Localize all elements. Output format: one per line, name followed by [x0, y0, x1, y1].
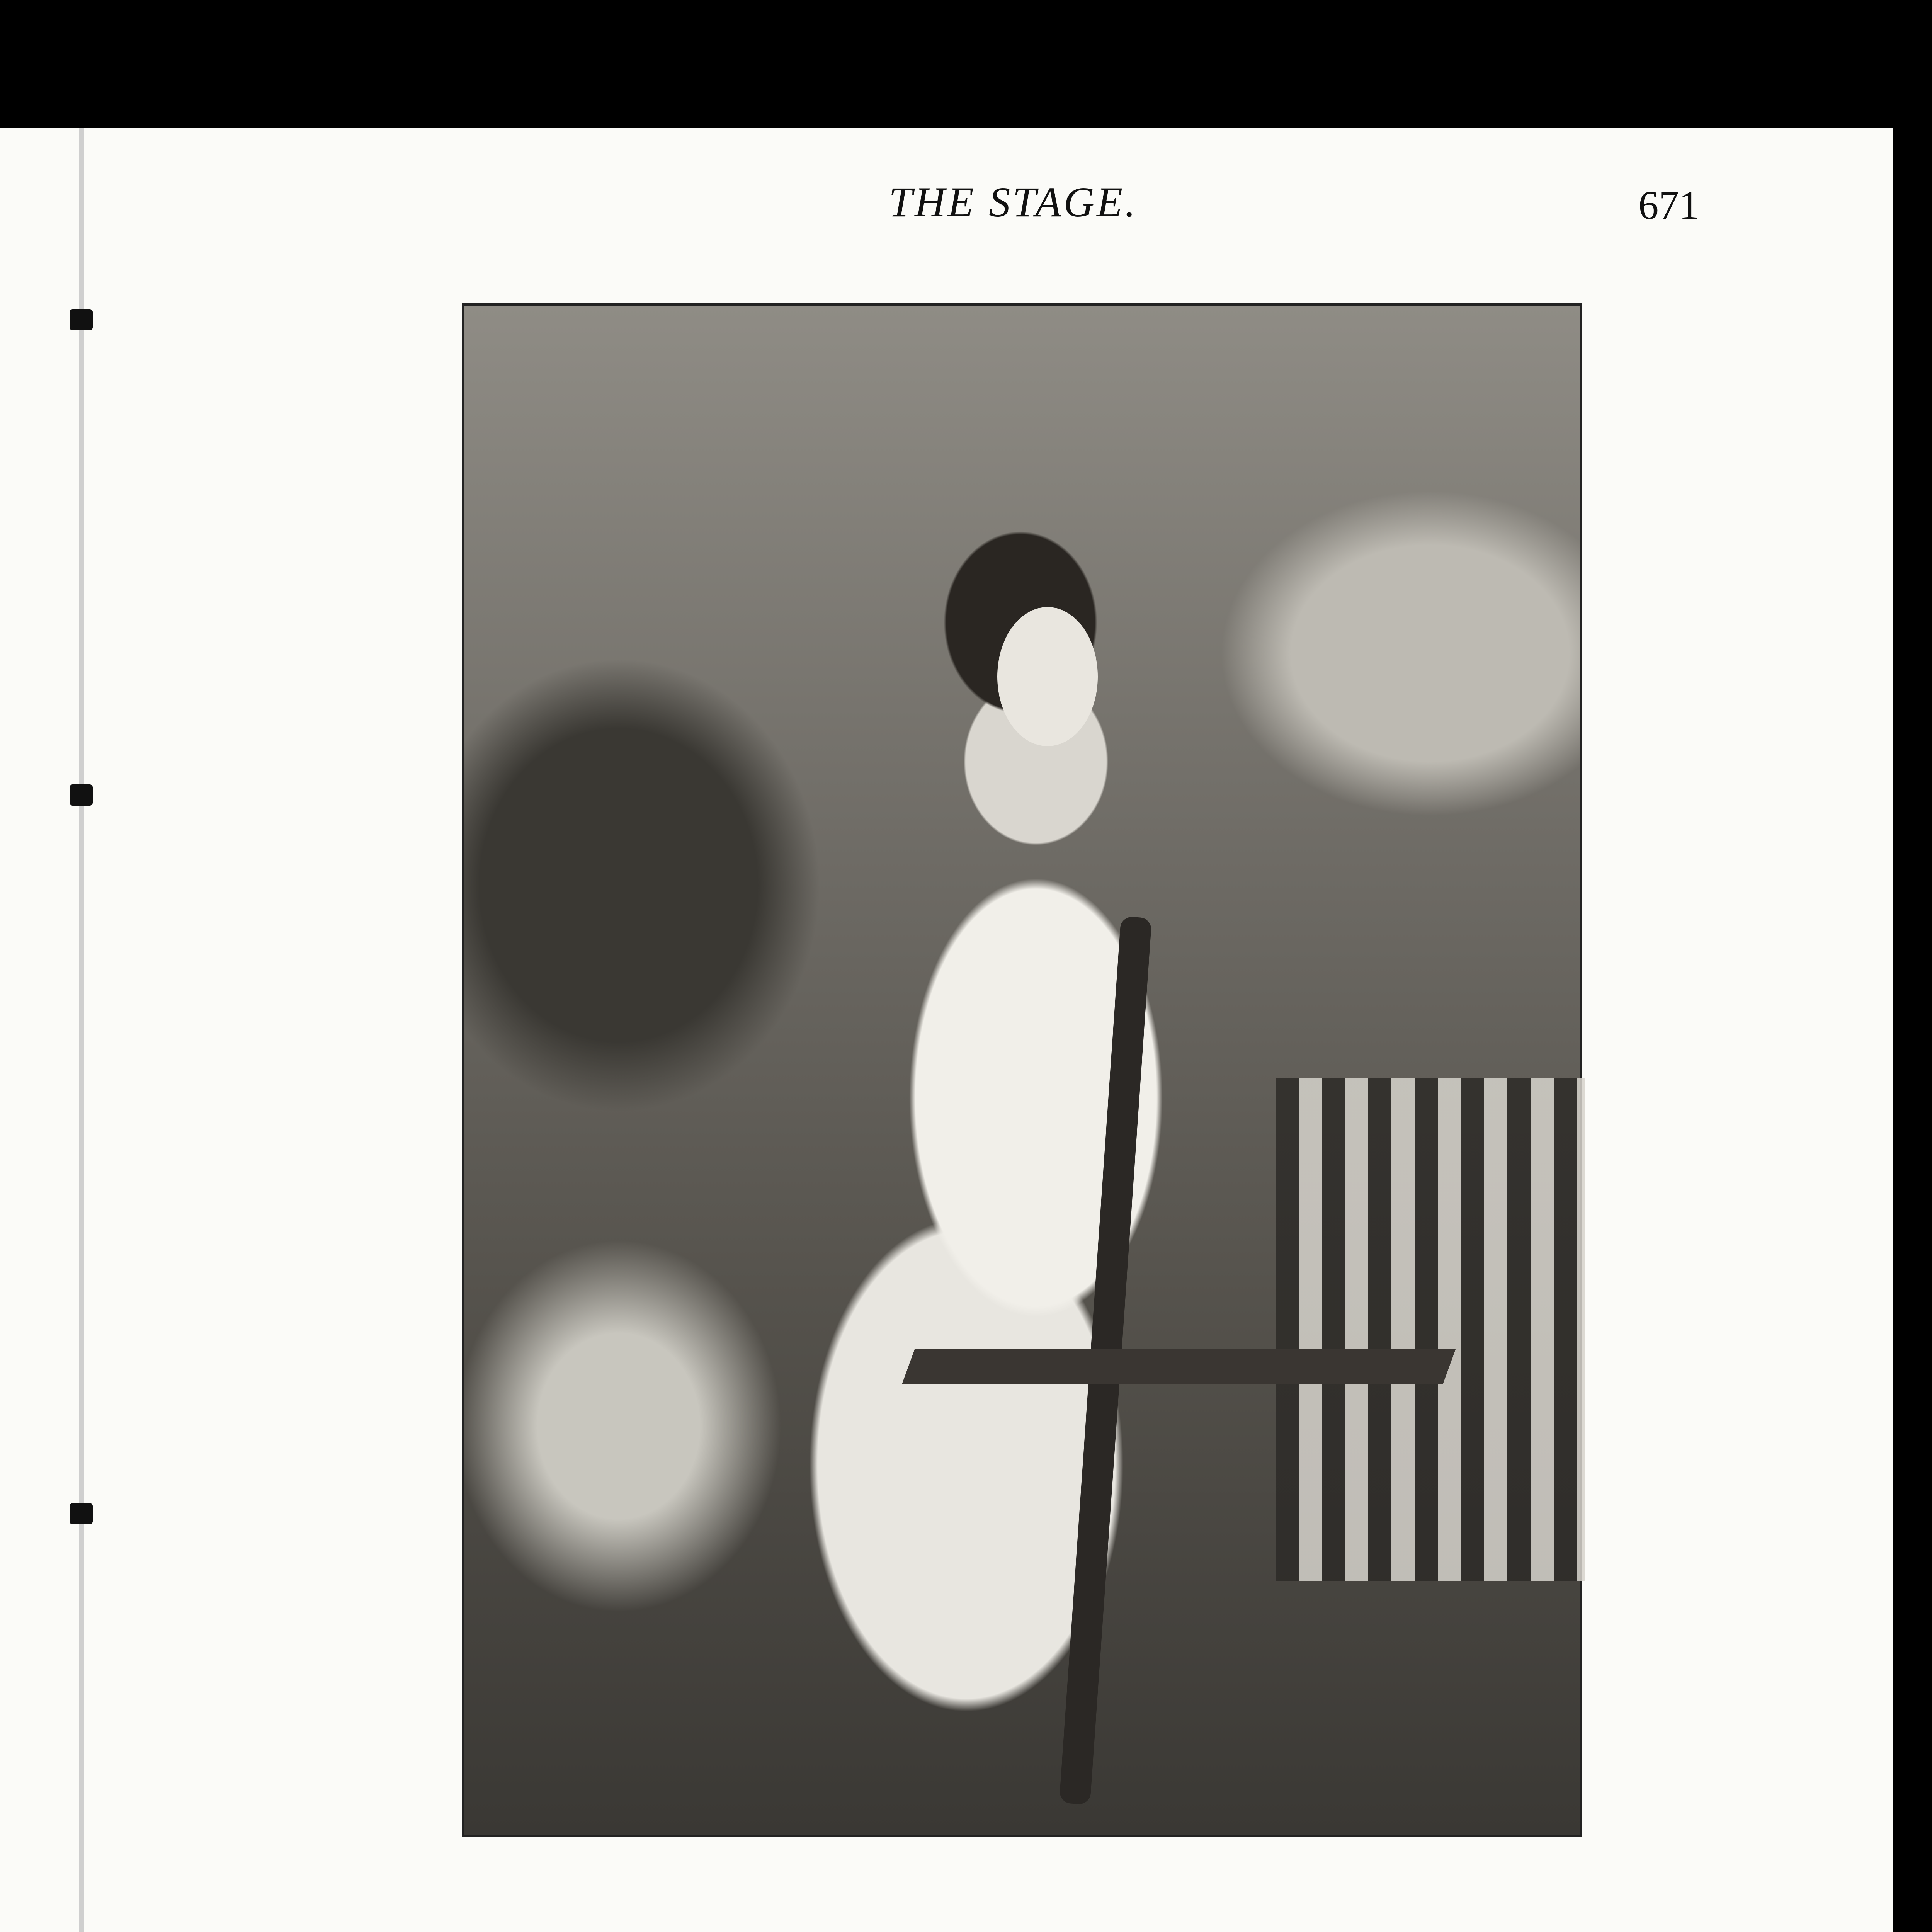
binding-mark	[70, 309, 93, 330]
binding-gutter	[79, 128, 84, 1932]
chair-seat	[902, 1349, 1456, 1384]
page-header	[0, 178, 1893, 255]
running-title: THE STAGE.	[889, 179, 1138, 226]
portrait-photograph	[462, 303, 1582, 1837]
binding-mark	[70, 784, 93, 806]
striped-cushion	[1276, 1078, 1585, 1581]
sitter-face	[997, 607, 1098, 746]
page-number: 671	[1638, 182, 1699, 228]
binding-mark	[70, 1503, 93, 1524]
